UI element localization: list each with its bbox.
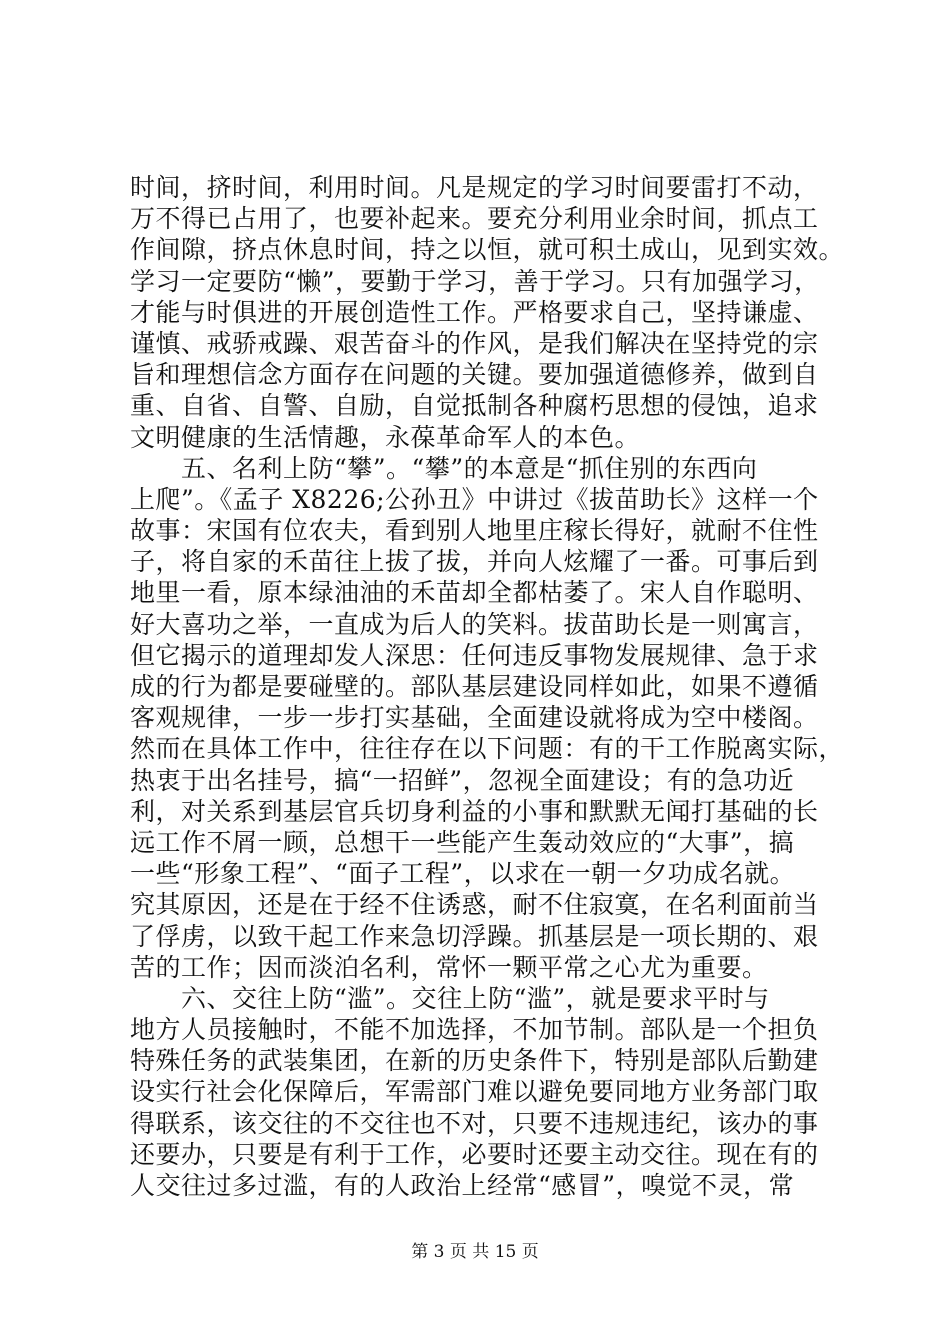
- text-line: 学习一定要防“懒”，要勤于学习，善于学习。只有加强学习，: [130, 266, 820, 296]
- text-line: 作间隙，挤点休息时间，持之以恒，就可积土成山，见到实效。: [130, 235, 845, 265]
- document-body: [130, 172, 845, 1201]
- page-number-label: 第 3 页 共 15 页: [411, 1242, 539, 1262]
- text-line: 时间，挤时间，利用时间。凡是规定的学习时间要雷打不动，: [130, 173, 819, 202]
- text-line: 地里一看，原本绿油油的禾苗却全都枯萎了。宋人自作聪明、: [130, 578, 819, 608]
- section-heading-line: 五、名利上防“攀”。“攀”的本意是“抓住别的东西向: [130, 453, 758, 483]
- section-heading-line: 六、交往上防“滥”。交往上防“滥”，就是要求平时与: [130, 983, 770, 1013]
- text-line: 远工作不屑一顾，总想干一些能产生轰动效应的“大事”，搞: [130, 827, 795, 857]
- text-line: 地方人员接触时，不能不加选择，不加节制。部队是一个担负: [130, 1015, 819, 1045]
- text-line: 上爬”。《孟子 X8226;公孙丑》中讲过《拔苗助长》这样一个: [130, 484, 819, 514]
- text-line: 成的行为都是要碰壁的。部队基层建设同样如此，如果不遵循: [130, 672, 819, 701]
- text-line: 得联系，该交往的不交往也不对，只要不违规违纪，该办的事: [130, 1108, 819, 1138]
- text-line: 但它揭示的道理却发人深思：任何违反事物发展规律、急于求: [130, 640, 819, 670]
- text-line: 然而在具体工作中，往往存在以下问题：有的干工作脱离实际，: [130, 734, 845, 764]
- text-line: 旨和理想信念方面存在问题的关键。要加强道德修养，做到自: [130, 360, 819, 390]
- text-line: 文明健康的生活情趣，永葆革命军人的本色。: [130, 422, 641, 452]
- text-line: 究其原因，还是在于经不住诱惑，耐不住寂寞，在名利面前当: [130, 890, 819, 920]
- text-line: 客观规律，一步一步打实基础，全面建设就将成为空中楼阁。: [130, 703, 819, 733]
- text-line: 了俘虏，以致干起工作来急切浮躁。抓基层是一项长期的、艰: [130, 921, 819, 951]
- text-line: 特殊任务的武装集团，在新的历史条件下，特别是部队后勤建: [130, 1046, 819, 1076]
- text-line: 设实行社会化保障后，军需部门难以避免要同地方业务部门取: [130, 1077, 819, 1107]
- text-line: 故事：宋国有位农夫，看到别人地里庄稼长得好，就耐不住性: [130, 516, 819, 546]
- text-line: 还要办，只要是有利于工作，必要时还要主动交往。现在有的: [130, 1139, 819, 1169]
- text-line: 热衷于出名挂号，搞“一招鲜”，忽视全面建设；有的急功近: [130, 765, 795, 795]
- text-line: 才能与时俱进的开展创造性工作。严格要求自己，坚持谦虚、: [130, 297, 819, 327]
- text-line: 利，对关系到基层官兵切身利益的小事和默默无闻打基础的长: [130, 796, 819, 826]
- text-line: 谨慎、戒骄戒躁、艰苦奋斗的作风，是我们解决在坚持党的宗: [130, 328, 819, 358]
- page-footer: [0, 1240, 950, 1264]
- text-line: 重、自省、自警、自励，自觉抵制各种腐朽思想的侵蚀，追求: [130, 391, 819, 421]
- text-line: 人交往过多过滥，有的人政治上经常“感冒”，嗅觉不灵，常: [130, 1171, 795, 1200]
- text-line: 一些“形象工程”、“面子工程”，以求在一朝一夕功成名就。: [130, 859, 796, 889]
- text-line: 苦的工作；因而淡泊名利，常怀一颗平常之心尤为重要。: [130, 952, 768, 982]
- text-line: 好大喜功之举，一直成为后人的笑料。拔苗助长是一则寓言，: [130, 609, 819, 639]
- text-line: 万不得已占用了，也要补起来。要充分利用业余时间，抓点工: [130, 204, 819, 234]
- text-line: 子，将自家的禾苗往上拔了拔，并向人炫耀了一番。可事后到: [130, 547, 819, 577]
